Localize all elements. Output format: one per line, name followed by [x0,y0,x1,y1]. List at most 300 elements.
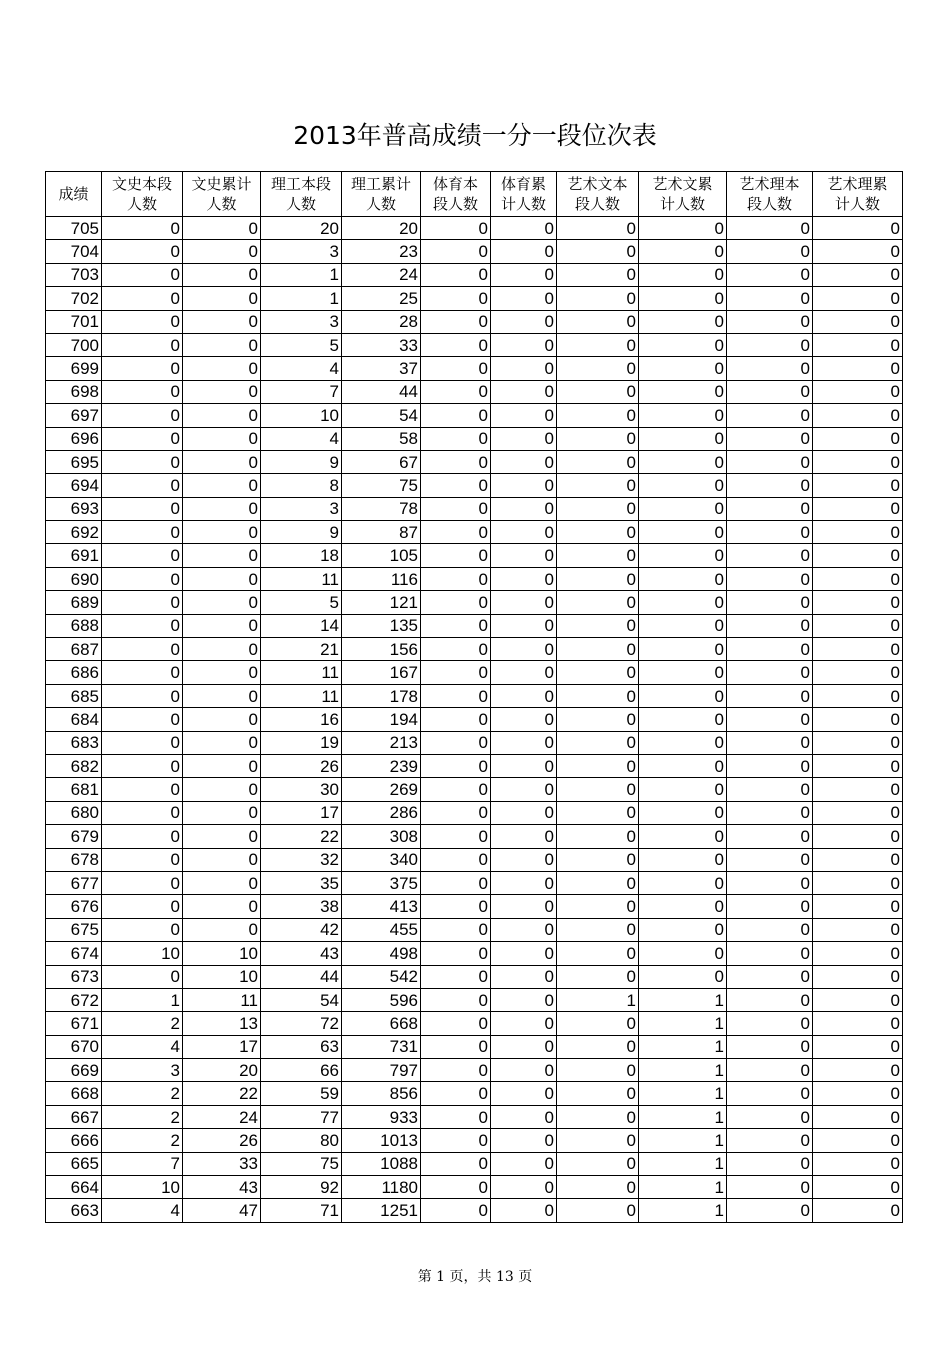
count-cell: 0 [421,404,491,427]
count-cell: 67 [342,450,421,473]
count-cell: 0 [491,567,557,590]
count-cell: 0 [727,825,813,848]
column-header-line: 人数 [126,195,157,213]
count-cell: 0 [727,918,813,941]
count-cell: 0 [557,638,639,661]
table-row [46,380,903,403]
count-cell: 8 [261,474,342,497]
table-row [46,287,903,310]
score-cell: 698 [46,380,102,403]
count-cell: 0 [421,942,491,965]
count-cell: 0 [421,1176,491,1199]
count-cell: 0 [727,544,813,567]
count-cell: 0 [813,614,903,637]
count-cell: 0 [491,731,557,754]
count-cell: 1 [639,1059,727,1082]
count-cell: 3 [102,1059,183,1082]
count-cell: 0 [639,287,727,310]
table-row [46,1035,903,1058]
count-cell: 0 [491,801,557,824]
count-cell: 0 [421,988,491,1011]
count-cell: 1 [639,1199,727,1222]
count-cell: 0 [183,731,261,754]
count-cell: 135 [342,614,421,637]
count-cell: 11 [261,684,342,707]
count-cell: 0 [102,404,183,427]
score-cell: 703 [46,263,102,286]
count-cell: 0 [491,684,557,707]
count-cell: 0 [557,1012,639,1035]
count-cell: 0 [491,404,557,427]
count-cell: 0 [421,567,491,590]
table-row [46,497,903,520]
count-cell: 0 [813,591,903,614]
count-cell: 0 [727,450,813,473]
count-cell: 0 [639,965,727,988]
count-cell: 0 [639,217,727,240]
column-header [342,172,421,217]
count-cell: 731 [342,1035,421,1058]
score-cell: 667 [46,1105,102,1128]
count-cell: 10 [183,965,261,988]
score-cell: 669 [46,1059,102,1082]
count-cell: 10 [102,942,183,965]
count-cell: 0 [183,287,261,310]
count-cell: 38 [261,895,342,918]
count-cell: 0 [727,1059,813,1082]
column-header-line: 段人数 [746,195,792,213]
count-cell: 19 [261,731,342,754]
count-cell: 0 [813,708,903,731]
count-cell: 0 [102,638,183,661]
count-cell: 0 [183,380,261,403]
count-cell: 3 [261,310,342,333]
count-cell: 0 [491,754,557,777]
count-cell: 0 [421,684,491,707]
count-cell: 0 [421,1035,491,1058]
count-cell: 32 [261,848,342,871]
count-cell: 0 [421,450,491,473]
table-row [46,1129,903,1152]
count-cell: 0 [491,333,557,356]
column-header-line: 理工累计 [350,175,411,193]
count-cell: 3 [261,240,342,263]
count-cell: 0 [491,497,557,520]
column-header-line: 计人数 [659,195,705,213]
count-cell: 0 [102,754,183,777]
count-cell: 30 [261,778,342,801]
count-cell: 7 [102,1152,183,1175]
count-cell: 1 [639,1035,727,1058]
count-cell: 0 [421,497,491,520]
score-cell: 681 [46,778,102,801]
count-cell: 2 [102,1129,183,1152]
count-cell: 0 [491,1199,557,1222]
count-cell: 0 [183,895,261,918]
count-cell: 75 [261,1152,342,1175]
column-header-line: 人数 [285,195,316,213]
count-cell: 0 [421,871,491,894]
count-cell: 1088 [342,1152,421,1175]
score-cell: 688 [46,614,102,637]
count-cell: 0 [183,708,261,731]
column-header [261,172,342,217]
count-cell: 0 [491,638,557,661]
score-cell: 690 [46,567,102,590]
score-cell: 697 [46,404,102,427]
count-cell: 0 [491,661,557,684]
count-cell: 0 [183,754,261,777]
count-cell: 0 [639,754,727,777]
count-cell: 0 [421,614,491,637]
count-cell: 0 [639,263,727,286]
count-cell: 0 [813,521,903,544]
count-cell: 0 [102,544,183,567]
count-cell: 0 [727,1012,813,1035]
count-cell: 0 [183,614,261,637]
count-cell: 0 [491,965,557,988]
table-row [46,754,903,777]
column-header-line: 艺术文本 [567,175,628,193]
count-cell: 0 [102,357,183,380]
column-header [727,172,813,217]
count-cell: 0 [813,450,903,473]
count-cell: 4 [102,1199,183,1222]
count-cell: 4 [102,1035,183,1058]
count-cell: 0 [639,357,727,380]
count-cell: 0 [813,871,903,894]
count-cell: 0 [183,591,261,614]
table-row [46,404,903,427]
count-cell: 0 [421,380,491,403]
count-cell: 596 [342,988,421,1011]
count-cell: 44 [261,965,342,988]
count-cell: 0 [813,310,903,333]
count-cell: 0 [183,567,261,590]
count-cell: 17 [261,801,342,824]
column-header-line: 艺术理本 [739,175,800,193]
count-cell: 0 [102,497,183,520]
count-cell: 0 [491,708,557,731]
count-cell: 0 [491,474,557,497]
table-row [46,450,903,473]
count-cell: 10 [261,404,342,427]
count-cell: 0 [557,708,639,731]
count-cell: 0 [183,310,261,333]
table-row [46,661,903,684]
table-row [46,1199,903,1222]
count-cell: 933 [342,1105,421,1128]
count-cell: 0 [813,333,903,356]
count-cell: 0 [421,1105,491,1128]
count-cell: 9 [261,521,342,544]
table-row [46,638,903,661]
score-cell: 702 [46,287,102,310]
table-row [46,942,903,965]
column-header-line: 段人数 [432,195,478,213]
count-cell: 25 [342,287,421,310]
count-cell: 0 [557,1129,639,1152]
score-cell: 684 [46,708,102,731]
count-cell: 308 [342,825,421,848]
table-row [46,240,903,263]
count-cell: 0 [102,333,183,356]
count-cell: 0 [491,380,557,403]
count-cell: 0 [727,708,813,731]
count-cell: 0 [557,240,639,263]
count-cell: 13 [183,1012,261,1035]
count-cell: 856 [342,1082,421,1105]
count-cell: 0 [421,1152,491,1175]
count-cell: 0 [421,895,491,918]
count-cell: 0 [491,240,557,263]
count-cell: 0 [813,918,903,941]
count-cell: 0 [557,310,639,333]
count-cell: 0 [557,871,639,894]
count-cell: 18 [261,544,342,567]
table-row [46,521,903,544]
table-row [46,1176,903,1199]
count-cell: 1 [261,287,342,310]
score-cell: 696 [46,427,102,450]
count-cell: 0 [639,731,727,754]
count-cell: 43 [183,1176,261,1199]
count-cell: 35 [261,871,342,894]
count-cell: 0 [183,801,261,824]
column-header-line: 理工本段 [270,175,331,193]
count-cell: 2 [102,1105,183,1128]
table-row [46,614,903,637]
count-cell: 0 [491,1176,557,1199]
count-cell: 0 [557,333,639,356]
count-cell: 0 [727,871,813,894]
score-cell: 686 [46,661,102,684]
count-cell: 0 [557,521,639,544]
count-cell: 0 [727,801,813,824]
count-cell: 0 [491,1105,557,1128]
count-cell: 42 [261,918,342,941]
table-row [46,1059,903,1082]
count-cell: 0 [557,801,639,824]
score-cell: 699 [46,357,102,380]
count-cell: 0 [557,918,639,941]
count-cell: 0 [557,217,639,240]
count-cell: 0 [639,497,727,520]
count-cell: 92 [261,1176,342,1199]
count-cell: 0 [183,778,261,801]
count-cell: 105 [342,544,421,567]
count-cell: 0 [639,895,727,918]
count-cell: 0 [557,1152,639,1175]
count-cell: 0 [102,871,183,894]
count-cell: 0 [491,895,557,918]
count-cell: 0 [813,544,903,567]
count-cell: 0 [727,1129,813,1152]
count-cell: 0 [421,310,491,333]
count-cell: 10 [183,942,261,965]
count-cell: 0 [102,217,183,240]
table-body [46,217,903,1223]
count-cell: 0 [102,895,183,918]
count-cell: 0 [727,942,813,965]
count-cell: 0 [639,240,727,263]
score-cell: 694 [46,474,102,497]
count-cell: 0 [491,942,557,965]
count-cell: 0 [727,895,813,918]
count-cell: 0 [183,240,261,263]
count-cell: 4 [261,427,342,450]
count-cell: 0 [557,1035,639,1058]
count-cell: 0 [421,357,491,380]
count-cell: 121 [342,591,421,614]
page-footer: 第 1 页，共 13 页 [417,1269,533,1285]
column-header-line: 体育本 [432,175,478,193]
count-cell: 0 [727,263,813,286]
count-cell: 63 [261,1035,342,1058]
score-cell: 695 [46,450,102,473]
column-header [491,172,557,217]
count-cell: 0 [727,521,813,544]
count-cell: 0 [557,1199,639,1222]
score-cell: 675 [46,918,102,941]
count-cell: 1251 [342,1199,421,1222]
count-cell: 22 [183,1082,261,1105]
count-cell: 0 [421,638,491,661]
count-cell: 0 [421,240,491,263]
count-cell: 33 [183,1152,261,1175]
count-cell: 0 [813,240,903,263]
table-row [46,871,903,894]
count-cell: 0 [639,942,727,965]
count-cell: 0 [727,1199,813,1222]
count-cell: 0 [813,895,903,918]
count-cell: 33 [342,333,421,356]
count-cell: 286 [342,801,421,824]
count-cell: 0 [421,1012,491,1035]
count-cell: 0 [491,287,557,310]
count-cell: 0 [557,1105,639,1128]
column-header [102,172,183,217]
count-cell: 0 [421,778,491,801]
table-header-row [46,172,903,217]
count-cell: 0 [813,848,903,871]
count-cell: 0 [727,333,813,356]
count-cell: 1 [102,988,183,1011]
count-cell: 0 [813,427,903,450]
count-cell: 0 [727,1176,813,1199]
count-cell: 0 [421,965,491,988]
count-cell: 0 [639,871,727,894]
count-cell: 0 [813,1082,903,1105]
count-cell: 0 [102,614,183,637]
count-cell: 2 [102,1012,183,1035]
count-cell: 0 [639,404,727,427]
column-header [813,172,903,217]
count-cell: 20 [261,217,342,240]
count-cell: 0 [639,474,727,497]
count-cell: 0 [727,1105,813,1128]
count-cell: 87 [342,521,421,544]
column-header [639,172,727,217]
count-cell: 0 [491,918,557,941]
count-cell: 0 [421,1199,491,1222]
count-cell: 0 [727,591,813,614]
count-cell: 0 [557,380,639,403]
count-cell: 0 [183,263,261,286]
count-cell: 71 [261,1199,342,1222]
column-header-line: 文史累计 [191,175,252,193]
count-cell: 413 [342,895,421,918]
count-cell: 0 [813,1129,903,1152]
count-cell: 0 [183,357,261,380]
count-cell: 0 [557,357,639,380]
count-cell: 0 [491,263,557,286]
count-cell: 0 [557,497,639,520]
count-cell: 44 [342,380,421,403]
count-cell: 16 [261,708,342,731]
count-cell: 0 [727,661,813,684]
count-cell: 7 [261,380,342,403]
count-cell: 0 [557,614,639,637]
page-title: 2013年普高成绩一分一段位次表 [293,121,657,150]
count-cell: 0 [727,310,813,333]
count-cell: 0 [421,825,491,848]
count-cell: 0 [102,918,183,941]
count-cell: 0 [183,825,261,848]
count-cell: 43 [261,942,342,965]
count-cell: 0 [557,661,639,684]
count-cell: 0 [491,988,557,1011]
count-cell: 0 [491,778,557,801]
count-cell: 0 [102,661,183,684]
count-cell: 0 [421,474,491,497]
column-header [183,172,261,217]
count-cell: 0 [421,263,491,286]
count-cell: 1 [639,1129,727,1152]
count-cell: 0 [557,263,639,286]
count-cell: 26 [261,754,342,777]
count-cell: 269 [342,778,421,801]
table-row [46,333,903,356]
score-cell: 687 [46,638,102,661]
count-cell: 0 [557,567,639,590]
count-cell: 0 [421,848,491,871]
score-cell: 663 [46,1199,102,1222]
count-cell: 0 [421,1082,491,1105]
table-row [46,778,903,801]
table-row [46,825,903,848]
count-cell: 0 [183,638,261,661]
table-row [46,427,903,450]
count-cell: 0 [727,754,813,777]
count-cell: 0 [183,450,261,473]
column-header-line: 计人数 [834,195,880,213]
count-cell: 0 [491,450,557,473]
count-cell: 0 [813,1199,903,1222]
count-cell: 156 [342,638,421,661]
count-cell: 0 [727,778,813,801]
count-cell: 0 [421,801,491,824]
table-row [46,918,903,941]
count-cell: 54 [342,404,421,427]
count-cell: 1 [639,1176,727,1199]
table-row [46,357,903,380]
score-cell: 683 [46,731,102,754]
count-cell: 0 [639,638,727,661]
count-cell: 0 [557,684,639,707]
count-cell: 0 [557,942,639,965]
count-cell: 80 [261,1129,342,1152]
